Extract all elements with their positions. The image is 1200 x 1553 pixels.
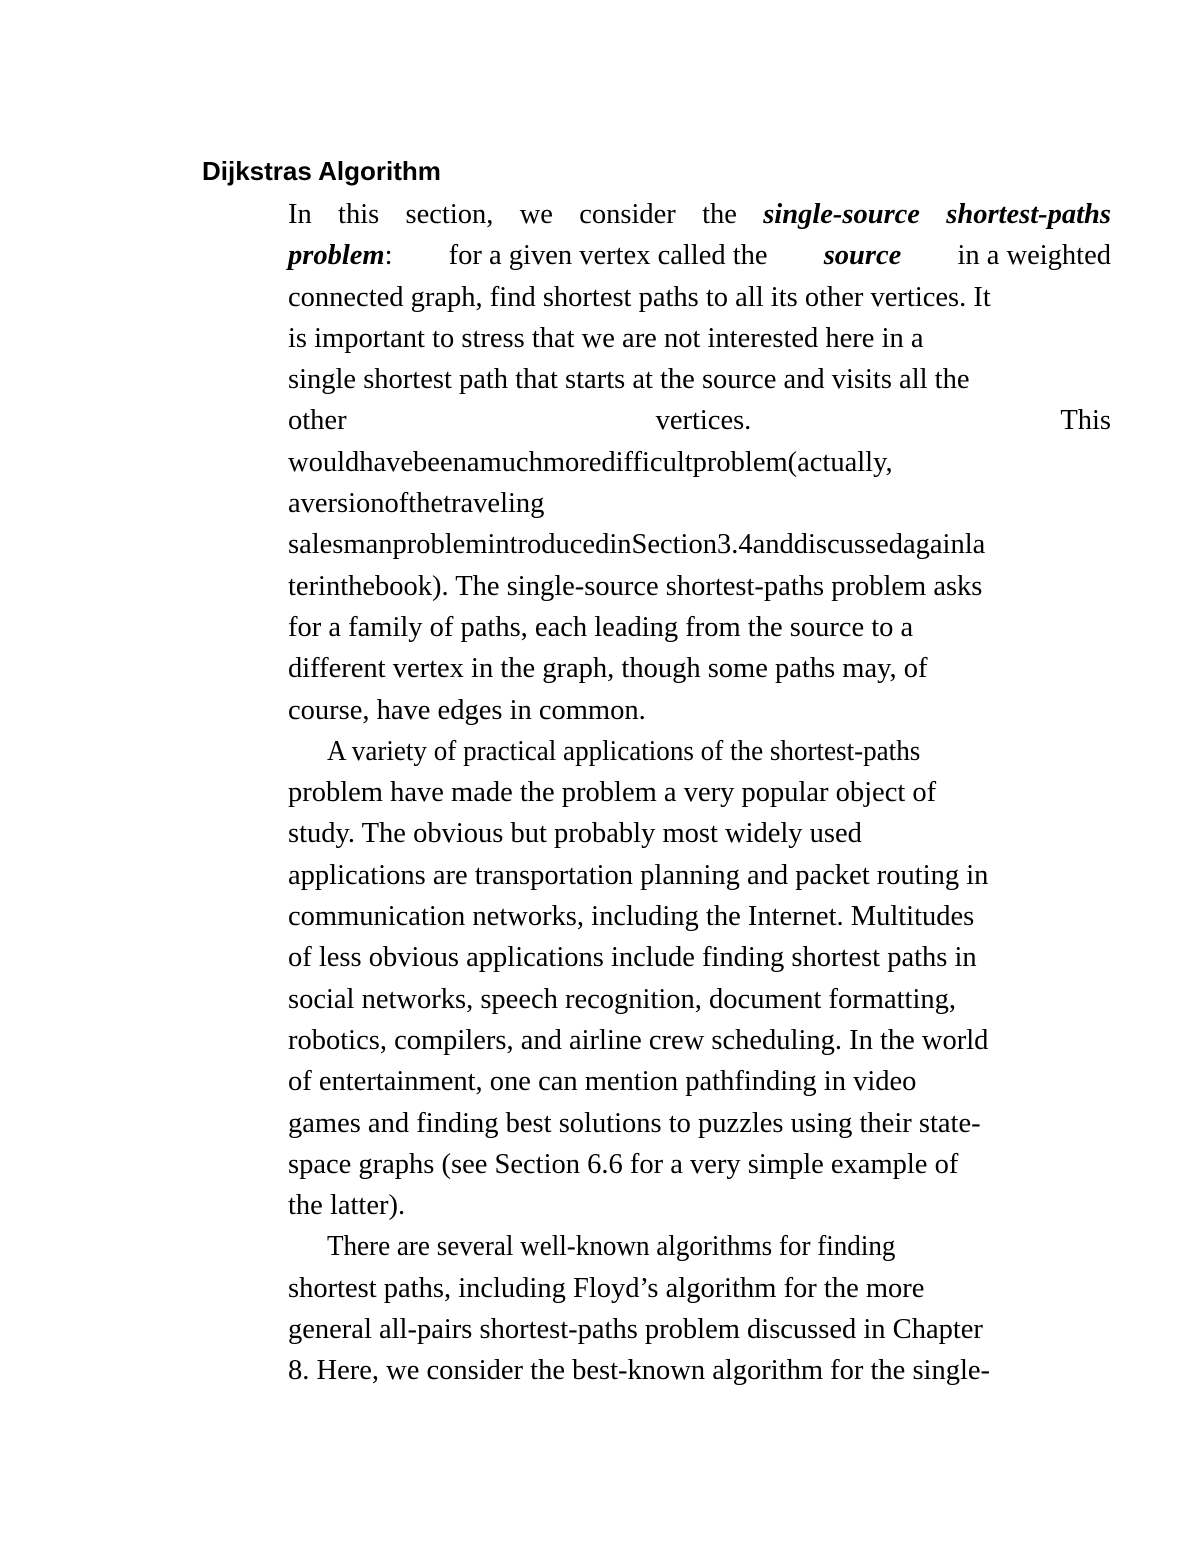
- text-line: games and finding best solutions to puzzles using their state-: [288, 1107, 981, 1139]
- text-line: 8. Here, we consider the best-known algorithm for the single-: [288, 1355, 991, 1387]
- text-run: for a given vertex called the: [448, 240, 768, 272]
- text-line: course, have edges in common.: [288, 694, 646, 726]
- word: section,: [405, 199, 494, 230]
- word: vertices.: [655, 405, 752, 437]
- text-line: problem have made the problem a very popular object of: [288, 777, 937, 809]
- text-line: aversionofthetraveling: [288, 488, 545, 520]
- text-line: connected graph, find shortest paths to all its other vertices. It: [288, 281, 991, 313]
- text-line: communication networks, including the Internet. Multitudes: [288, 901, 975, 933]
- text-line: wouldhavebeenamuchmoredifficultproblem(actually,: [288, 446, 893, 478]
- text-line: of less obvious applications include finding shortest paths in: [288, 942, 977, 974]
- term-source: source: [823, 240, 902, 272]
- word: In: [288, 199, 312, 230]
- text-line: study. The obvious but probably most widely used: [288, 818, 862, 850]
- text-line: of entertainment, one can mention pathfinding in video: [288, 1066, 917, 1098]
- text-line: terinthebook). The single-source shortest-paths problem asks: [288, 570, 983, 602]
- colon: :: [384, 240, 393, 272]
- text-line: [288, 194, 1111, 235]
- text-line: robotics, compilers, and airline crew scheduling. In the world: [288, 1024, 989, 1056]
- text-line: applications are transportation planning and packet routing in: [288, 859, 989, 891]
- document-body: [288, 194, 1111, 1392]
- text-line: the latter).: [288, 1190, 406, 1222]
- text-line: single shortest path that starts at the source and visits all the: [288, 364, 970, 396]
- term-single-source: single-source: [763, 199, 920, 230]
- text-line: There are several well-known algorithms for finding: [326, 1231, 896, 1263]
- word: This: [1060, 405, 1111, 437]
- term-problem: problem: [288, 240, 385, 272]
- text-line: shortest paths, including Floyd’s algorithm for the more: [288, 1272, 925, 1304]
- section-heading: Dijkstras Algorithm: [202, 156, 441, 186]
- text-line: [288, 235, 1111, 276]
- term-shortest-paths: shortest-paths: [946, 199, 1111, 230]
- word: consider: [579, 199, 676, 230]
- word: other: [288, 405, 347, 437]
- paragraph-1: [288, 194, 1111, 731]
- word: the: [702, 199, 737, 230]
- text-line: is important to stress that we are not interested here in a: [288, 322, 924, 354]
- word: we: [519, 199, 553, 230]
- text-line: [288, 400, 1111, 441]
- text-run: in a weighted: [957, 240, 1111, 272]
- text-line: salesmanproblemintroducedinSection3.4anddiscussedagainla: [288, 529, 986, 561]
- text-line: space graphs (see Section 6.6 for a very simple example of: [288, 1148, 959, 1180]
- text-line: A variety of practical applications of the shortest-paths: [326, 735, 921, 767]
- text-line: for a family of paths, each leading from the source to a: [288, 611, 914, 643]
- text-line: social networks, speech recognition, document formatting,: [288, 983, 956, 1015]
- word: this: [338, 199, 380, 230]
- text-line: different vertex in the graph, though some paths may, of: [288, 653, 928, 685]
- paragraph-2: [288, 731, 1111, 1227]
- paragraph-3: [288, 1226, 1111, 1391]
- text-line: general all-pairs shortest-paths problem discussed in Chapter: [288, 1314, 983, 1346]
